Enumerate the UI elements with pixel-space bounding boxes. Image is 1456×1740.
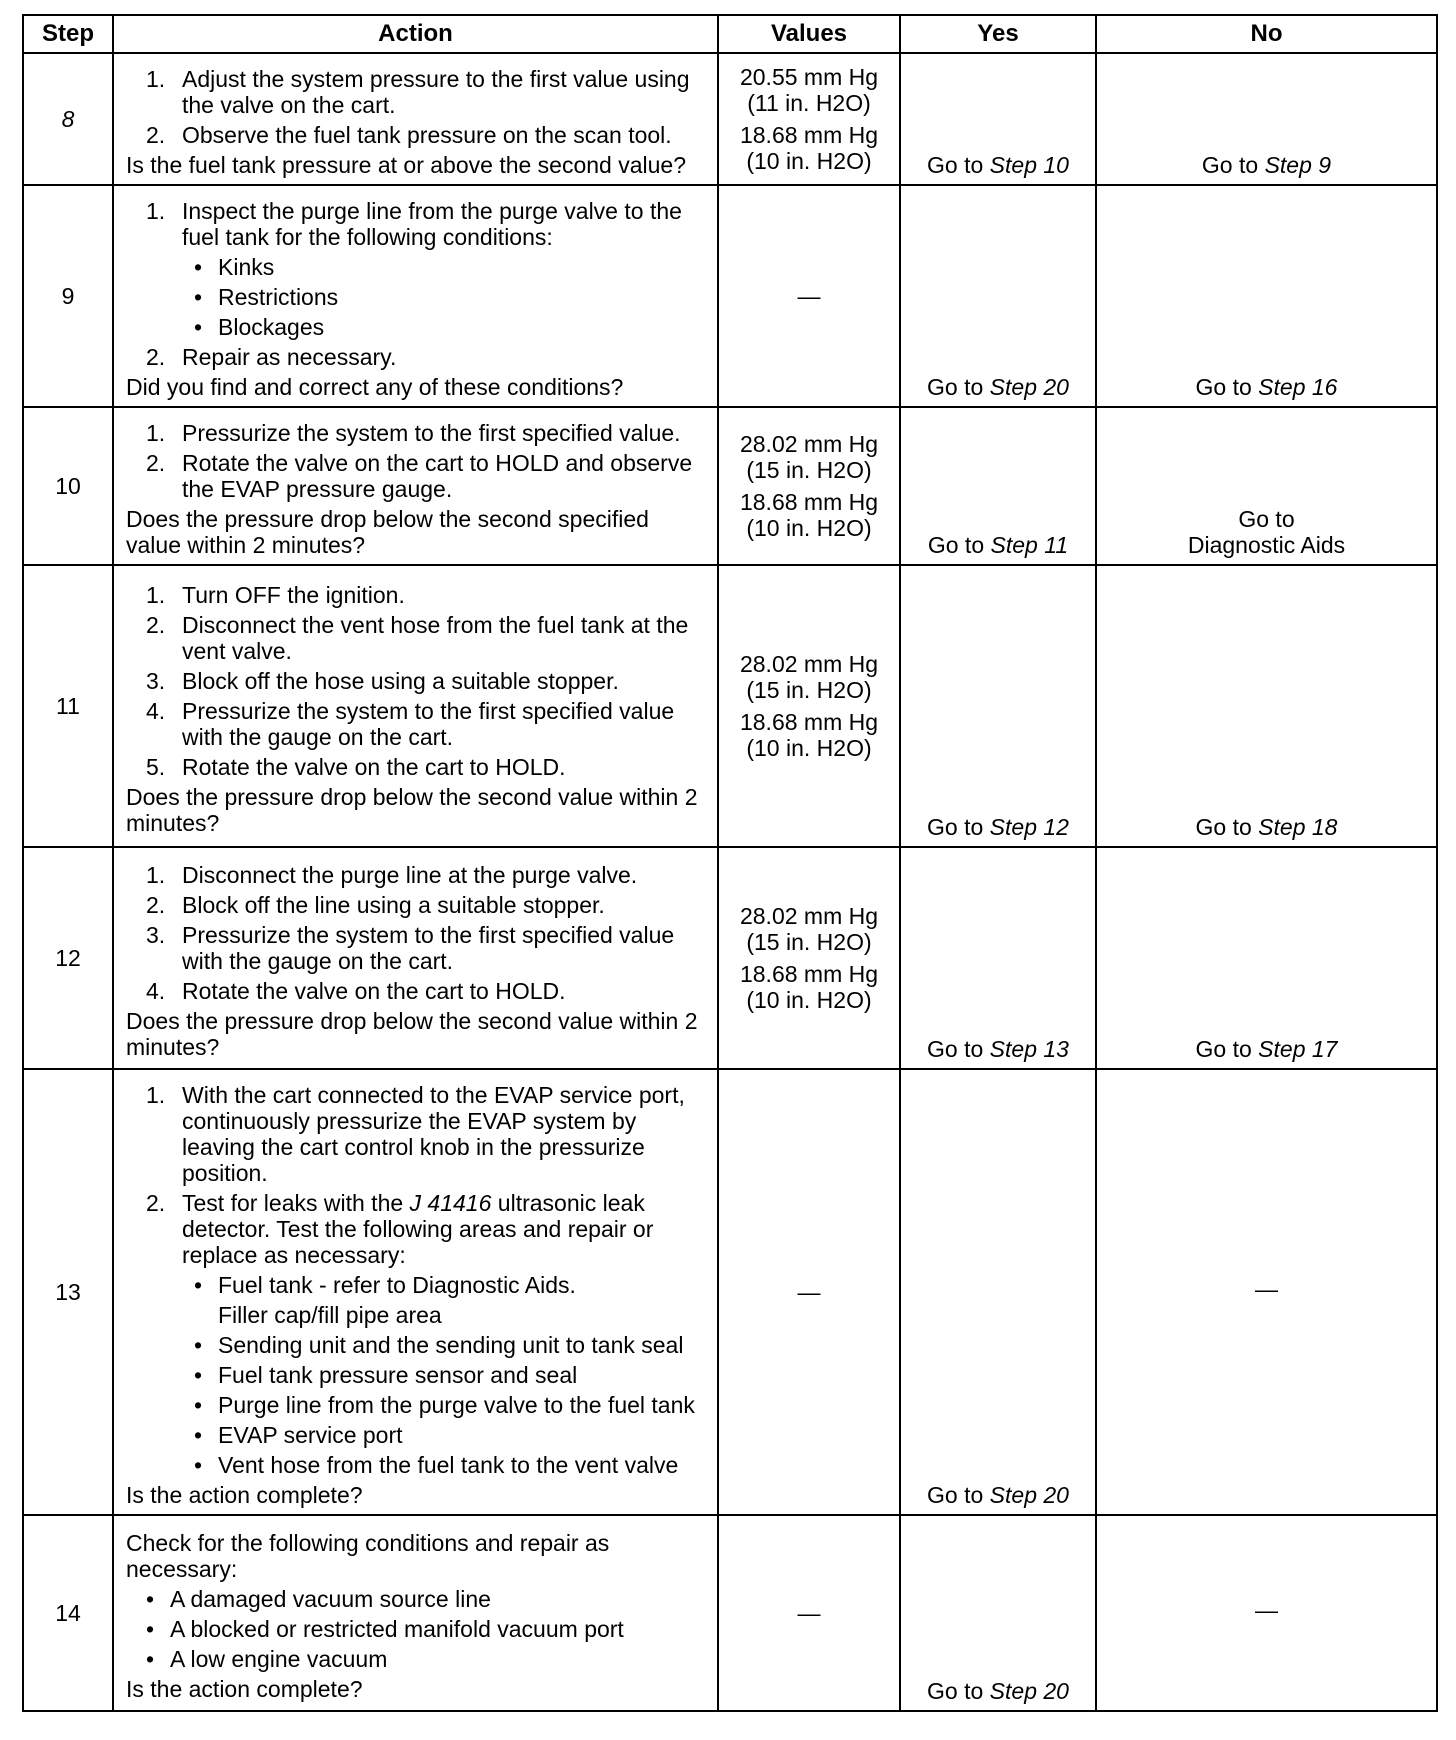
values-cell xyxy=(718,407,900,565)
go-to-text: Go to xyxy=(927,152,984,178)
item-text: Turn OFF the ignition. xyxy=(182,582,405,608)
value-line: 28.02 mm Hg xyxy=(739,651,879,677)
values-cell xyxy=(718,185,900,407)
go-to-text: Go to xyxy=(1195,1036,1252,1062)
numbered-item xyxy=(146,1082,707,1186)
question: Does the pressure drop below the second specified value within 2 minutes? xyxy=(126,506,649,558)
item-number: 1. xyxy=(146,420,166,446)
bullet-item: • A low engine vacuum xyxy=(146,1646,707,1672)
item-text: Repair as necessary. xyxy=(182,344,397,370)
step-number: 11 xyxy=(23,565,113,847)
item-text-part: Test for leaks with the xyxy=(182,1190,410,1216)
diagnostic-table-page xyxy=(22,14,1436,1712)
no-step-ref: 17 xyxy=(1311,1036,1338,1062)
numbered-item xyxy=(146,922,707,974)
action-cell xyxy=(113,185,718,407)
value-line: 20.55 mm Hg xyxy=(739,64,879,90)
no-cell xyxy=(1096,1515,1437,1711)
no-line: Go to xyxy=(1238,506,1295,532)
step-word: Step xyxy=(989,1678,1037,1704)
no-cell xyxy=(1096,53,1437,185)
item-number: 2. xyxy=(146,122,166,148)
value-line: (11 in. H2O) xyxy=(747,90,871,116)
step-word: Step xyxy=(989,374,1037,400)
item-number: 4. xyxy=(146,698,166,724)
values-cell xyxy=(718,565,900,847)
step-number: 9 xyxy=(23,185,113,407)
item-text: Inspect the purge line from the purge valve to the fuel tank for the following conditions: xyxy=(182,198,682,250)
empty-dash: — xyxy=(797,1279,821,1305)
bullet-item: • Restrictions xyxy=(194,284,707,310)
numbered-item xyxy=(146,344,707,370)
header-action: Action xyxy=(113,15,718,53)
step-word: Step xyxy=(1258,1036,1306,1062)
item-number: 2. xyxy=(146,450,166,476)
no-step-ref: 16 xyxy=(1311,374,1338,400)
value-line: (15 in. H2O) xyxy=(746,677,872,703)
go-to-text: Go to xyxy=(927,532,985,558)
item-number: 1. xyxy=(146,862,166,888)
bullet-text: A damaged vacuum source line xyxy=(170,1586,491,1612)
item-number: 1. xyxy=(146,582,166,608)
header-values: Values xyxy=(718,15,900,53)
item-text xyxy=(182,1190,707,1268)
item-number: 3. xyxy=(146,668,166,694)
go-to-text: Go to xyxy=(1195,814,1252,840)
go-to-text: Go to xyxy=(927,814,984,840)
yes-cell xyxy=(900,565,1096,847)
bullet-item: • Vent hose from the fuel tank to the vent valve xyxy=(194,1452,707,1478)
yes-cell xyxy=(900,407,1096,565)
step-number: 8 xyxy=(23,53,113,185)
numbered-item xyxy=(146,698,707,750)
no-cell xyxy=(1096,185,1437,407)
numbered-item xyxy=(146,978,707,1004)
value-line: (15 in. H2O) xyxy=(746,457,872,483)
tool-number: J 41416 xyxy=(409,1190,492,1216)
yes-cell xyxy=(900,185,1096,407)
step-number: 14 xyxy=(23,1515,113,1711)
step-word: Step xyxy=(990,532,1038,558)
item-number: 1. xyxy=(146,198,166,224)
step-word: Step xyxy=(1258,814,1306,840)
value-line: 18.68 mm Hg xyxy=(739,489,879,515)
item-number: 5. xyxy=(146,754,166,780)
step-word: Step xyxy=(989,152,1037,178)
bullet-text: Restrictions xyxy=(218,284,339,310)
question: Does the pressure drop below the second value within 2 minutes? xyxy=(126,1008,698,1060)
bullet-item: • A damaged vacuum source line xyxy=(146,1586,707,1612)
numbered-item xyxy=(146,668,707,694)
action-cell xyxy=(113,407,718,565)
intro-text: Check for the following conditions and repair as necessary: xyxy=(126,1530,610,1582)
item-text-part: ultrasonic leak detector. Test the following areas and repair or replace as necessary: xyxy=(182,1190,654,1268)
empty-dash: — xyxy=(797,283,821,309)
yes-cell xyxy=(900,847,1096,1069)
header-row xyxy=(23,15,1437,53)
action-cell xyxy=(113,1069,718,1515)
question: Is the action complete? xyxy=(126,1676,363,1702)
numbered-item xyxy=(146,122,707,148)
item-text: Rotate the valve on the cart to HOLD. xyxy=(182,754,566,780)
bullet-item: • Fuel tank pressure sensor and seal xyxy=(194,1362,707,1388)
numbered-item xyxy=(146,420,707,446)
bullet-text: Kinks xyxy=(218,254,275,280)
numbered-item xyxy=(146,1190,707,1268)
go-to-text: Go to xyxy=(1195,374,1252,400)
go-to-text: Go to xyxy=(927,1482,984,1508)
yes-cell xyxy=(900,53,1096,185)
item-number: 1. xyxy=(146,66,166,92)
no-step-ref: 18 xyxy=(1311,814,1338,840)
values-cell xyxy=(718,1515,900,1711)
go-to-text: Go to xyxy=(927,374,984,400)
item-text: Rotate the valve on the cart to HOLD and observe the EVAP pressure gauge. xyxy=(182,450,693,502)
value-line: (10 in. H2O) xyxy=(746,515,872,541)
numbered-item xyxy=(146,754,707,780)
numbered-item xyxy=(146,862,707,888)
question: Is the fuel tank pressure at or above the second value? xyxy=(126,152,687,178)
no-cell xyxy=(1096,847,1437,1069)
value-line: (10 in. H2O) xyxy=(746,735,872,761)
item-number: 3. xyxy=(146,922,166,948)
table-row-step-8 xyxy=(23,53,1437,185)
bullet-text: Fuel tank - refer to Diagnostic Aids. xyxy=(218,1272,576,1298)
action-cell xyxy=(113,847,718,1069)
yes-cell xyxy=(900,1515,1096,1711)
yes-step-ref: 10 xyxy=(1043,152,1069,178)
numbered-item xyxy=(146,450,707,502)
bullet-item: • EVAP service port xyxy=(194,1422,707,1448)
step-word: Step xyxy=(1258,374,1306,400)
table-row-step-12 xyxy=(23,847,1437,1069)
bullet-text: Vent hose from the fuel tank to the vent valve xyxy=(218,1452,679,1478)
item-text: Block off the line using a suitable stopper. xyxy=(182,892,605,918)
item-number: 2. xyxy=(146,1190,166,1216)
item-text: Observe the fuel tank pressure on the scan tool. xyxy=(182,122,672,148)
value-line: 28.02 mm Hg xyxy=(739,903,879,929)
action-cell xyxy=(113,53,718,185)
no-cell xyxy=(1096,407,1437,565)
no-cell xyxy=(1096,1069,1437,1515)
item-text: Disconnect the purge line at the purge valve. xyxy=(182,862,638,888)
bullet-item: • A blocked or restricted manifold vacuum port xyxy=(146,1616,707,1642)
value-line: 18.68 mm Hg xyxy=(739,122,879,148)
value-line: (10 in. H2O) xyxy=(746,148,872,174)
step-word: Step xyxy=(989,1482,1037,1508)
yes-step-ref: 11 xyxy=(1044,532,1069,558)
question: Did you find and correct any of these conditions? xyxy=(126,374,624,400)
header-no: No xyxy=(1096,15,1437,53)
question: Is the action complete? xyxy=(126,1482,363,1508)
item-text: Pressurize the system to the first specified value. xyxy=(182,420,681,446)
numbered-item xyxy=(146,612,707,664)
bullet-text: A blocked or restricted manifold vacuum port xyxy=(170,1616,624,1642)
item-number: 2. xyxy=(146,612,166,638)
no-cell xyxy=(1096,565,1437,847)
action-cell xyxy=(113,565,718,847)
item-text: Disconnect the vent hose from the fuel tank at the vent valve. xyxy=(182,612,689,664)
values-cell xyxy=(718,847,900,1069)
table-row-step-13 xyxy=(23,1069,1437,1515)
bullet-item: • Kinks xyxy=(194,254,707,280)
bullet-text: Purge line from the purge valve to the fuel tank xyxy=(218,1392,695,1418)
item-text: Adjust the system pressure to the first value using the valve on the cart. xyxy=(182,66,690,118)
item-text: Pressurize the system to the first specified value with the gauge on the cart. xyxy=(182,698,675,750)
table-row-step-9 xyxy=(23,185,1437,407)
header-yes: Yes xyxy=(900,15,1096,53)
table-row-step-11 xyxy=(23,565,1437,847)
numbered-item xyxy=(146,66,707,118)
go-to-text: Go to xyxy=(927,1678,984,1704)
no-line: Diagnostic Aids xyxy=(1187,532,1346,558)
value-line: (10 in. H2O) xyxy=(746,987,872,1013)
empty-dash: — xyxy=(1255,1597,1278,1623)
step-number: 12 xyxy=(23,847,113,1069)
bullet-item: • Fuel tank - refer to Diagnostic Aids. xyxy=(194,1272,707,1298)
step-word: Step xyxy=(1264,152,1312,178)
step-word: Step xyxy=(989,1036,1037,1062)
item-text: Block off the hose using a suitable stopper. xyxy=(182,668,619,694)
bullet-item: • Sending unit and the sending unit to tank seal xyxy=(194,1332,707,1358)
item-text: With the cart connected to the EVAP service port, continuously pressurize the EVAP system by leaving the cart control knob in the pressurize position. xyxy=(182,1082,685,1186)
table-row-step-14 xyxy=(23,1515,1437,1711)
go-to-text: Go to xyxy=(1201,152,1259,178)
numbered-item xyxy=(146,582,707,608)
item-text: Rotate the valve on the cart to HOLD. xyxy=(182,978,566,1004)
empty-dash: — xyxy=(1255,1276,1278,1302)
item-number: 4. xyxy=(146,978,166,1004)
item-number: 1. xyxy=(146,1082,166,1108)
yes-step-ref: 20 xyxy=(1043,374,1069,400)
item-text: Pressurize the system to the first specified value with the gauge on the cart. xyxy=(182,922,675,974)
values-cell xyxy=(718,1069,900,1515)
question: Does the pressure drop below the second value within 2 minutes? xyxy=(126,784,698,836)
bullet-item: • Blockages xyxy=(194,314,707,340)
numbered-item xyxy=(146,892,707,918)
sub-line: Filler cap/fill pipe area xyxy=(218,1302,442,1328)
action-cell xyxy=(113,1515,718,1711)
bullet-text: Blockages xyxy=(218,314,325,340)
value-line: (15 in. H2O) xyxy=(746,929,872,955)
yes-step-ref: 12 xyxy=(1043,814,1069,840)
diagnostic-table xyxy=(22,14,1438,1712)
step-number: 13 xyxy=(23,1069,113,1515)
yes-step-ref: 20 xyxy=(1043,1678,1069,1704)
item-number: 2. xyxy=(146,344,166,370)
step-number: 10 xyxy=(23,407,113,565)
bullet-text: A low engine vacuum xyxy=(170,1646,388,1672)
yes-step-ref: 20 xyxy=(1043,1482,1069,1508)
bullet-item: • Purge line from the purge valve to the fuel tank xyxy=(194,1392,707,1418)
yes-step-ref: 13 xyxy=(1043,1036,1069,1062)
bullet-text: Sending unit and the sending unit to tank seal xyxy=(218,1332,684,1358)
item-number: 2. xyxy=(146,892,166,918)
empty-dash: — xyxy=(797,1600,821,1626)
bullet-text: Fuel tank pressure sensor and seal xyxy=(218,1362,578,1388)
go-to-text: Go to xyxy=(927,1036,984,1062)
value-line: 18.68 mm Hg xyxy=(739,961,879,987)
header-step: Step xyxy=(23,15,113,53)
table-row-step-10 xyxy=(23,407,1437,565)
no-step-ref: 9 xyxy=(1318,152,1332,178)
numbered-item xyxy=(146,198,707,250)
bullet-text: EVAP service port xyxy=(218,1422,403,1448)
value-line: 28.02 mm Hg xyxy=(739,431,879,457)
step-word: Step xyxy=(989,814,1037,840)
value-line: 18.68 mm Hg xyxy=(739,709,879,735)
values-cell xyxy=(718,53,900,185)
yes-cell xyxy=(900,1069,1096,1515)
